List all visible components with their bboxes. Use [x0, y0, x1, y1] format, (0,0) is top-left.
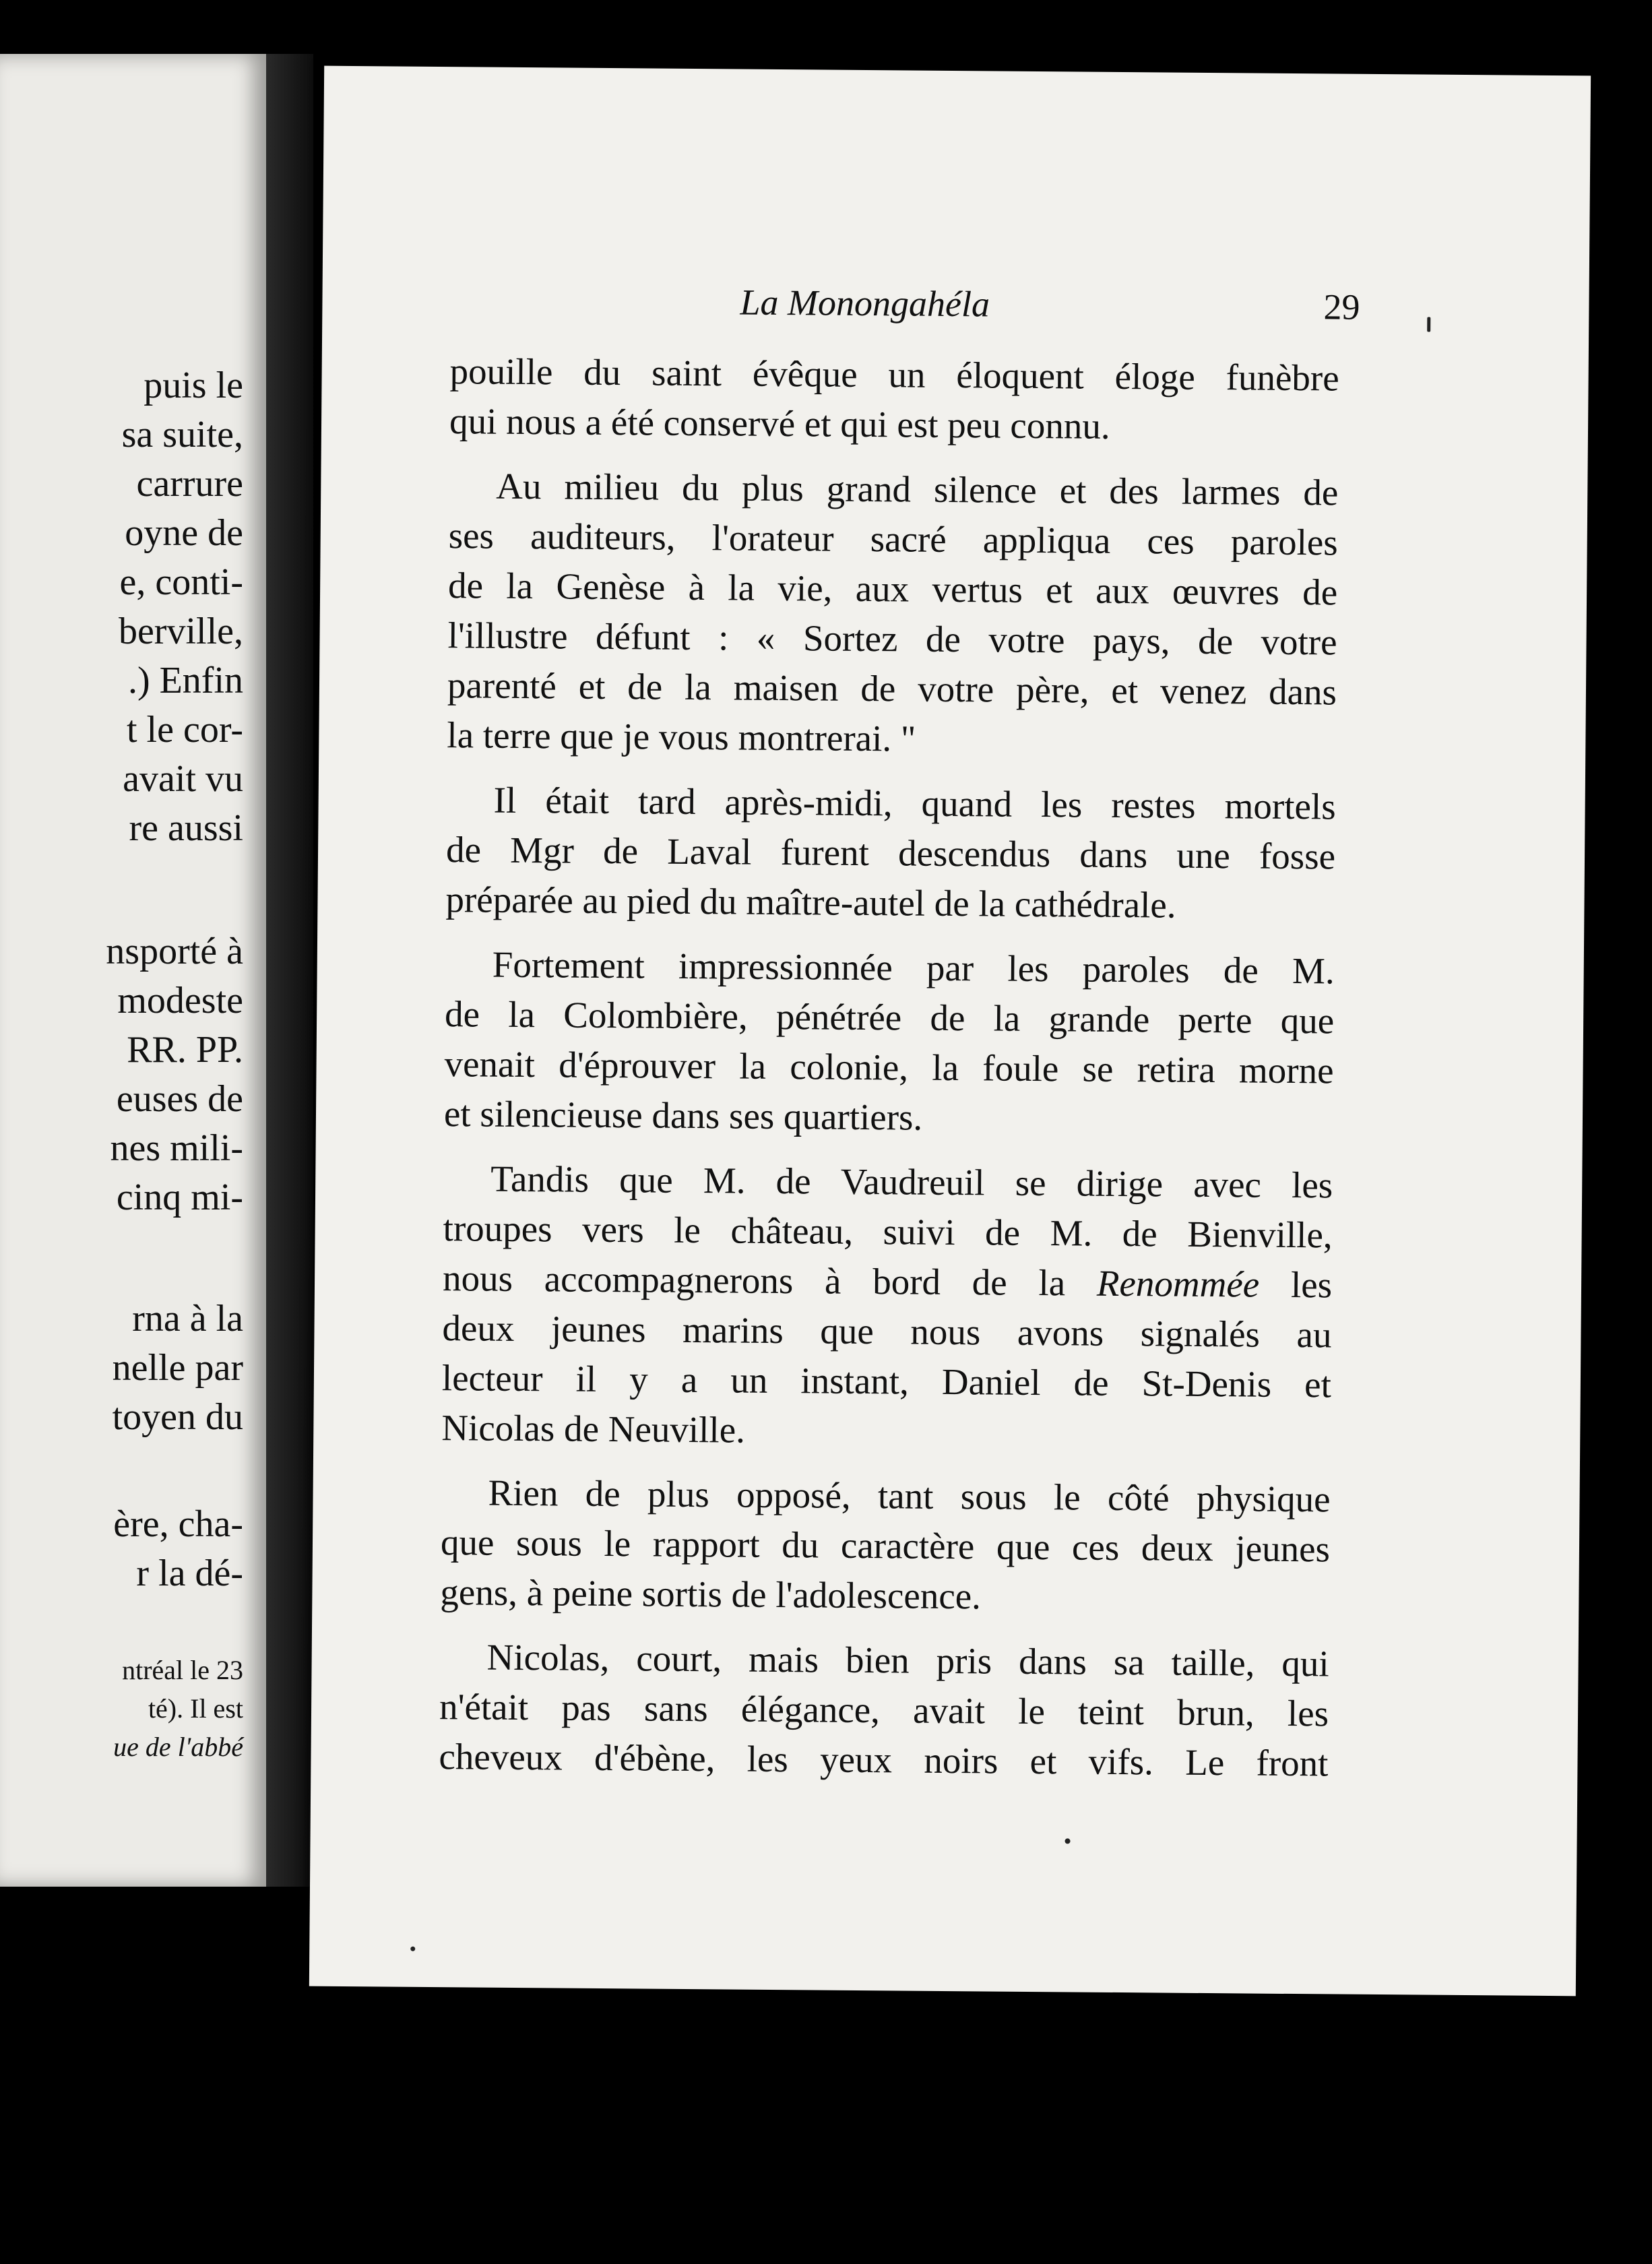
text-line: l'illustre défunt : « Sortez de votre pays, de votre [447, 615, 1337, 663]
text-line: Il était tard après-midi, quand les restes mortels [493, 779, 1336, 827]
text-line: gens, à peine sortis de l'adolescence. [440, 1571, 982, 1617]
left-line: ère, cha- [113, 1503, 243, 1545]
left-line: RR. PP. [127, 1029, 243, 1071]
left-line: re aussi [129, 807, 243, 849]
text-line: venait d'éprouver la colonie, la foule se retira morne [444, 1043, 1334, 1092]
text-line: préparée au pied du maître-autel de la cathédrale. [445, 879, 1176, 926]
left-line: nelle par [112, 1347, 243, 1389]
text-fragment: nous accompagnerons à bord de la [442, 1257, 1066, 1304]
text-line: lecteur il y a un instant, Daniel de St-Denis et [441, 1357, 1332, 1406]
text-line: pouille du saint évêque un éloquent éloge funèbre [449, 350, 1339, 399]
left-line: cinq mi- [116, 1176, 243, 1218]
left-footnote-line: ntréal le 23 [122, 1655, 243, 1685]
text-line-with-italic [443, 1257, 1332, 1306]
left-line: berville, [118, 610, 243, 652]
scan-speck [1065, 1838, 1071, 1844]
left-footnote-line: té). Il est [148, 1693, 243, 1724]
left-line: nsporté à [106, 931, 243, 972]
left-line: euses de [116, 1078, 243, 1120]
left-line: .) Enfin [127, 660, 243, 701]
left-line: nes mili- [110, 1127, 243, 1169]
left-line: r la dé- [136, 1552, 243, 1594]
left-footnote-line: ue de l'abbé [113, 1732, 243, 1762]
text-line: la terre que je vous montrerai. " [447, 714, 916, 759]
left-line: rna à la [132, 1298, 243, 1340]
text-line: parenté et de la maisen de votre père, et venez dans [447, 664, 1337, 713]
text-line: Tandis que M. de Vaudreuil se dirige avec les [490, 1158, 1333, 1206]
text-line: troupes vers le château, suivi de M. de Bienville, [443, 1207, 1333, 1256]
left-line: puis le [144, 365, 243, 406]
left-line: carrure [136, 463, 243, 505]
text-line: Rien de plus opposé, tant sous le côté physique [488, 1472, 1331, 1520]
text-line: ses auditeurs, l'orateur sacré appliqua ces paroles [448, 515, 1338, 563]
left-line: t le cor- [126, 709, 243, 751]
text-line: Fortement impressionnée par les paroles de M. [492, 943, 1335, 992]
left-line: toyen du [112, 1396, 243, 1438]
body-text [439, 350, 1339, 1784]
text-line: cheveux d'ébène, les yeux noirs et vifs. Le front [439, 1736, 1329, 1784]
text-line: que sous le rapport du caractère que ces deux jeunes [440, 1521, 1331, 1570]
left-line: sa suite, [121, 414, 243, 455]
right-page [309, 66, 1591, 1996]
text-line: Au milieu du plus grand silence et des larmes de [496, 465, 1339, 513]
left-line: e, conti- [119, 561, 243, 603]
left-line: oyne de [125, 512, 243, 554]
text-line: Nicolas de Neuville. [441, 1407, 746, 1451]
left-facing-page [0, 54, 266, 1887]
running-head: La Monongahéla [740, 282, 990, 325]
text-line: Nicolas, court, mais bien pris dans sa taille, qui [486, 1636, 1329, 1685]
page-number: 29 [1323, 286, 1360, 327]
left-line: avait vu [123, 758, 243, 800]
text-line: de Mgr de Laval furent descendus dans une fosse [445, 829, 1336, 877]
text-line: de la Colombière, pénétrée de la grande perte que [444, 993, 1335, 1042]
ship-name: Renommée [1096, 1262, 1260, 1305]
text-line: deux jeunes marins que nous avons signalés au [442, 1307, 1332, 1356]
text-line: n'était pas sans élégance, avait le teint brun, les [439, 1686, 1329, 1734]
left-line: modeste [117, 980, 243, 1021]
scan-speck [410, 1947, 415, 1951]
text-line: et silencieuse dans ses quartiers. [443, 1093, 923, 1138]
scan-speck [1427, 317, 1430, 332]
text-fragment: les [1290, 1263, 1333, 1306]
text-line: qui nous a été conservé et qui est peu connu. [449, 400, 1110, 447]
book-gutter [266, 54, 313, 1887]
text-line: de la Genèse à la vie, aux vertus et aux œuvres de [447, 565, 1338, 613]
